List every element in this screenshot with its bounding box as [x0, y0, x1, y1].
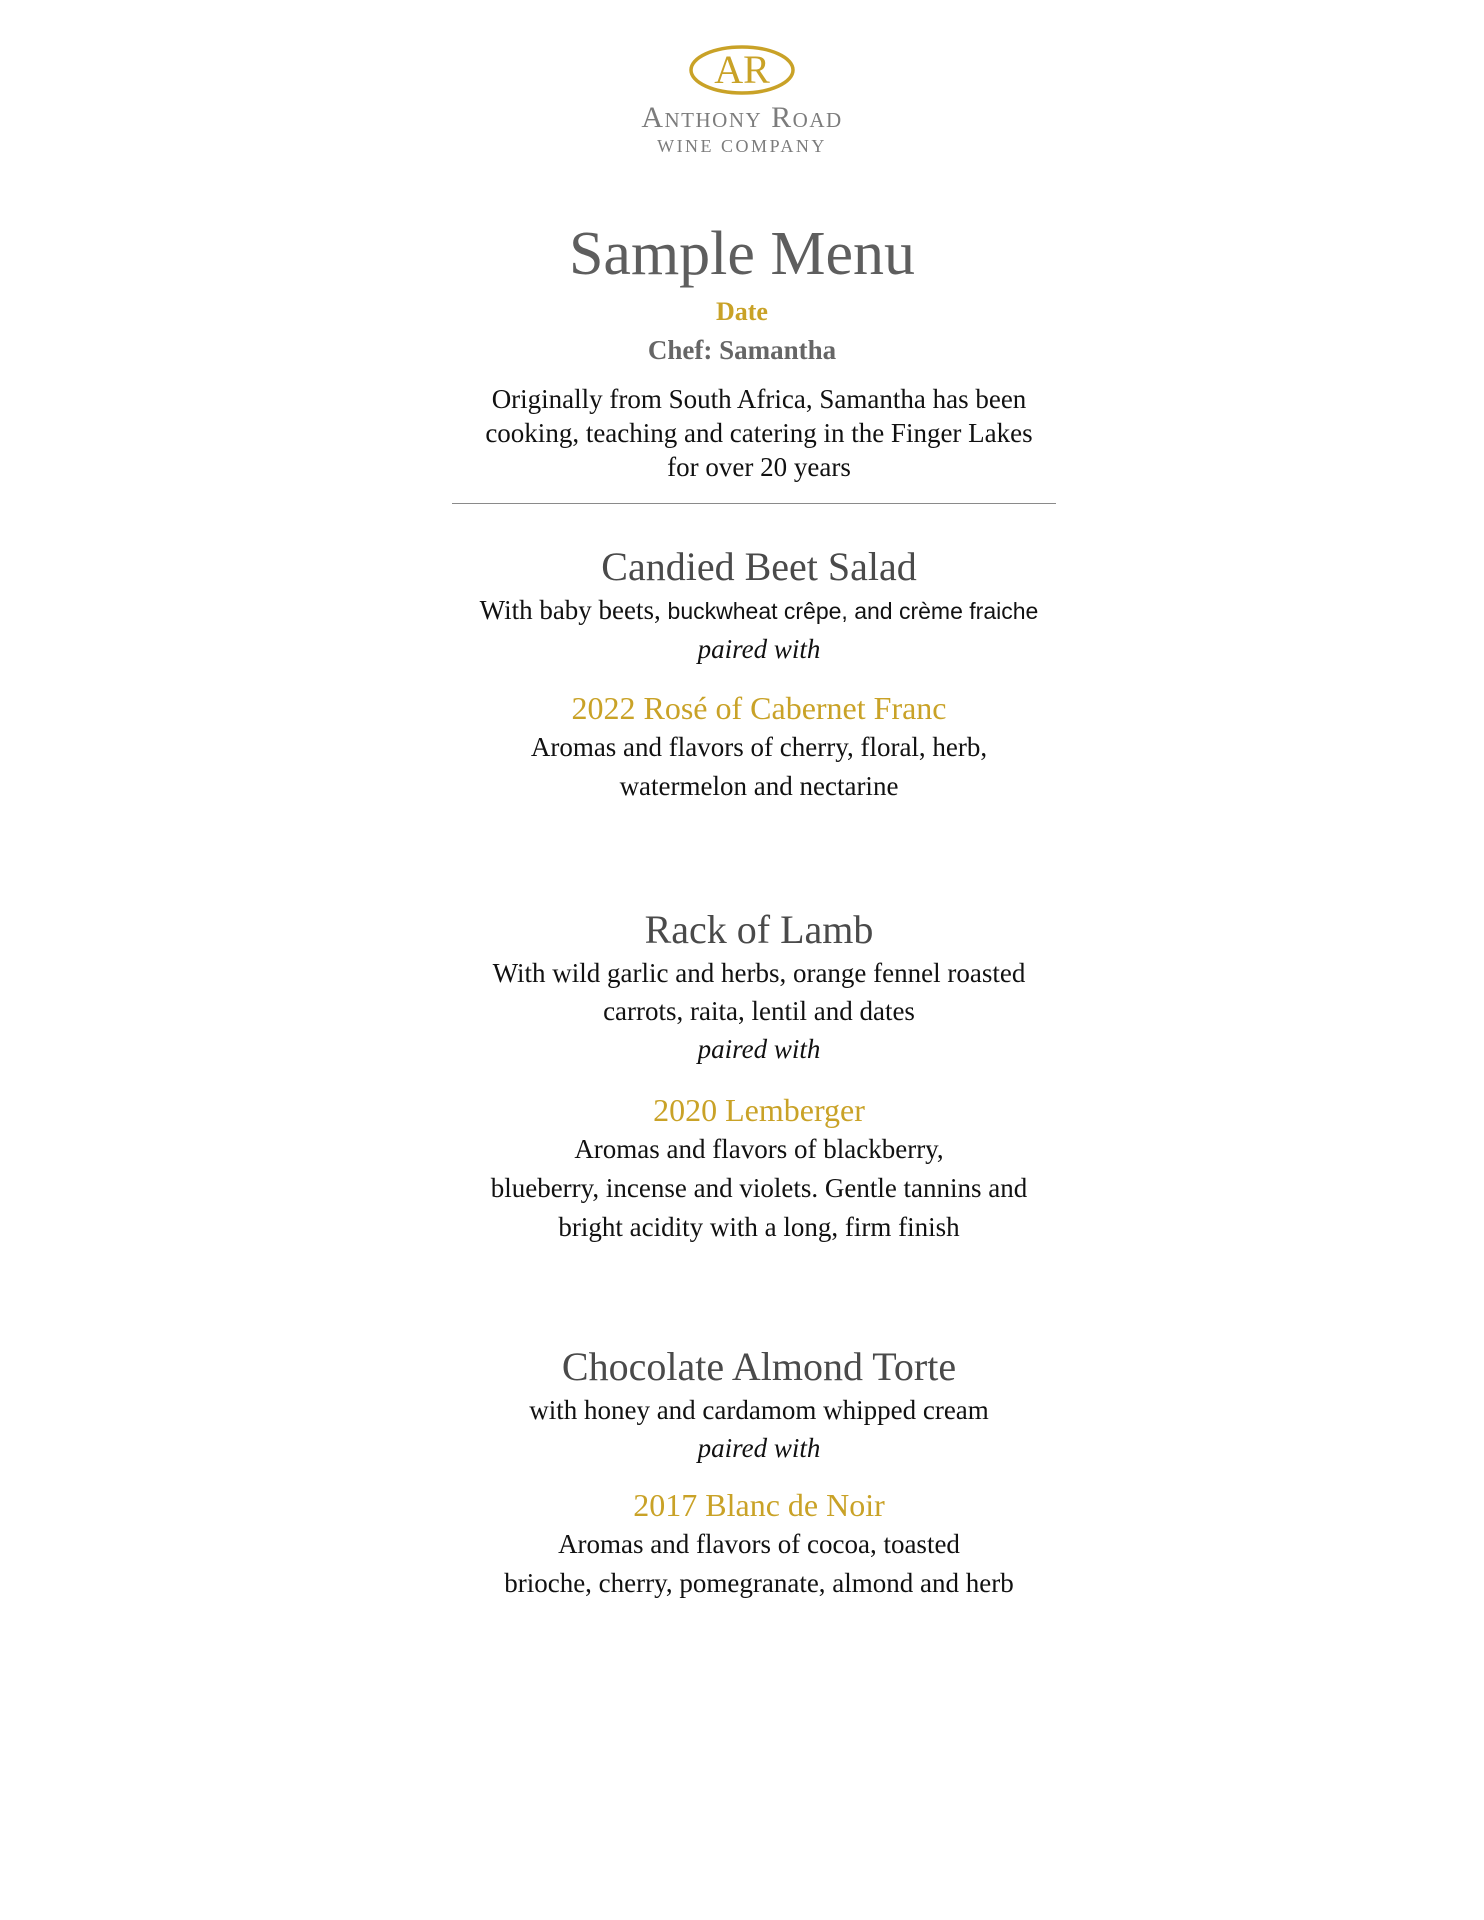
paired-with-label: paired with	[697, 634, 821, 664]
course-lamb	[452, 906, 1066, 1247]
chef-bio	[452, 382, 1066, 484]
menu-date: Date	[716, 297, 768, 326]
dish-description-line: with honey and cardamom whipped cream	[529, 1395, 989, 1425]
wine-notes-line: blueberry, incense and violets. Gentle tannins and	[490, 1173, 1028, 1203]
wine-notes-line: Aromas and flavors of blackberry,	[574, 1134, 944, 1164]
course-torte	[452, 1343, 1066, 1603]
logo	[0, 44, 1484, 157]
wine-notes-line: bright acidity with a long, firm finish	[558, 1212, 960, 1242]
divider	[452, 503, 1056, 504]
dish-title: Rack of Lamb	[644, 907, 874, 952]
wine-notes-line: Aromas and flavors of cherry, floral, herb,	[530, 732, 988, 762]
dish-title: Candied Beet Salad	[601, 544, 917, 589]
paired-with-label: paired with	[697, 1433, 821, 1463]
page-title: Sample Menu	[568, 220, 916, 288]
course-salad	[452, 543, 1066, 806]
paired-with-label: paired with	[697, 1034, 821, 1064]
dish-description-part: With baby beets,	[479, 595, 668, 625]
dish-description-line: carrots, raita, lentil and dates	[603, 996, 915, 1026]
wine-notes-line: Aromas and flavors of cocoa, toasted	[558, 1529, 960, 1559]
chef-name: Chef: Samantha	[647, 335, 837, 365]
wine-name: 2022 Rosé of Cabernet Franc	[571, 690, 947, 726]
bio-line: for over 20 years	[667, 452, 851, 482]
wine-notes-line: brioche, cherry, pomegranate, almond and herb	[504, 1568, 1014, 1598]
svg-text:AR: AR	[714, 47, 770, 92]
dish-description-part: buckwheat crêpe, and crème fraiche	[667, 598, 1039, 624]
wine-notes-line: watermelon and nectarine	[619, 771, 899, 801]
bio-line: Originally from South Africa, Samantha has been	[491, 384, 1027, 414]
ar-monogram-icon	[689, 44, 795, 96]
logo-subtitle: WINE COMPANY	[657, 136, 827, 156]
logo-name: Anthony Road	[641, 101, 843, 134]
bio-line: cooking, teaching and catering in the Finger Lakes	[485, 418, 1033, 448]
dish-description-line: With wild garlic and herbs, orange fennel roasted	[492, 958, 1026, 988]
dish-description	[452, 591, 1066, 630]
wine-name: 2020 Lemberger	[653, 1092, 865, 1128]
wine-name: 2017 Blanc de Noir	[633, 1487, 885, 1523]
dish-title: Chocolate Almond Torte	[561, 1344, 957, 1389]
